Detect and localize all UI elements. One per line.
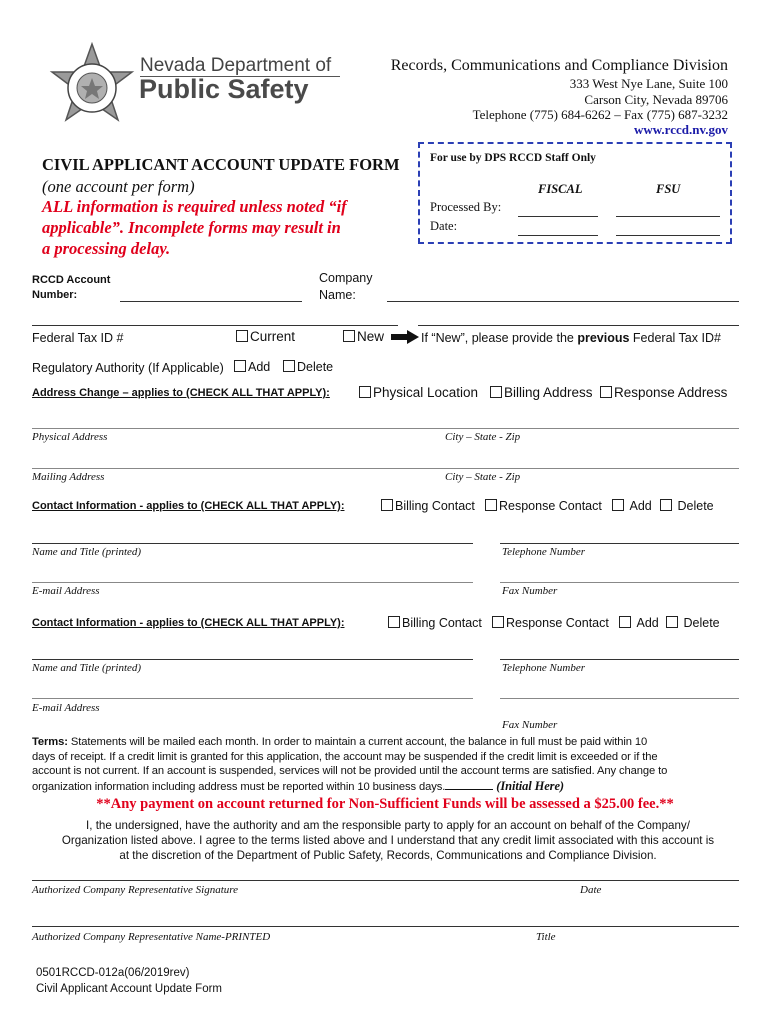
regulatory-delete-checkbox[interactable] xyxy=(283,360,333,374)
federal-tax-id-label: Federal Tax ID # xyxy=(32,331,124,345)
form-warning-line3: a processing delay. xyxy=(42,239,171,258)
right-arrow-icon xyxy=(391,330,419,349)
initial-here-label: (Initial Here) xyxy=(496,778,564,793)
staff-box-processed-by: Processed By: xyxy=(430,200,502,214)
terms-line2: days of receipt. If a credit limit is granted for this application, the account may be suspended if the credit limit is exceeded or if the xyxy=(32,750,658,763)
address-physical-location-checkbox[interactable] xyxy=(359,385,478,400)
tax-current-label: Current xyxy=(250,329,296,344)
address-billing-address-label: Billing Address xyxy=(504,385,593,400)
footer-form-code: 0501RCCD-012a(06/2019rev) xyxy=(36,967,190,979)
contact1-fax-label: Fax Number xyxy=(502,585,558,597)
company-name-label-2: Name: xyxy=(319,288,356,302)
mailing-address-label: Mailing Address xyxy=(32,471,105,483)
logo-text-line1: Nevada Department of xyxy=(140,55,332,76)
contact2-add-label: Add xyxy=(636,616,659,630)
staff-box-heading: For use by DPS RCCD Staff Only xyxy=(430,152,596,164)
form-title: CIVIL APPLICANT ACCOUNT UPDATE FORM xyxy=(42,155,400,174)
physical-address-label: Physical Address xyxy=(32,431,108,443)
initial-field[interactable] xyxy=(445,780,493,790)
contact2-response-checkbox[interactable] xyxy=(492,616,609,630)
company-name-field[interactable] xyxy=(387,301,739,302)
form-warning-line2: applicable”. Incomplete forms may result in xyxy=(42,218,341,237)
contact1-name-title-label: Name and Title (printed) xyxy=(32,546,142,558)
form-subtitle: (one account per form) xyxy=(42,177,195,196)
regulatory-add-label: Add xyxy=(248,360,271,374)
contact2-name-title-label: Name and Title (printed) xyxy=(32,662,142,674)
address-response-address-checkbox[interactable] xyxy=(600,385,727,400)
rccd-account-number-field[interactable] xyxy=(120,301,302,302)
footer-form-name: Civil Applicant Account Update Form xyxy=(36,983,223,995)
contact1-add-checkbox[interactable] xyxy=(612,499,652,513)
physical-city-state-zip-label: City – State - Zip xyxy=(445,431,521,443)
printed-name-field[interactable] xyxy=(32,926,739,927)
contact1-response-checkbox[interactable] xyxy=(485,499,602,513)
tax-current-checkbox[interactable] xyxy=(236,329,295,344)
contact2-email-label: E-mail Address xyxy=(32,702,100,714)
contact2-billing-label: Billing Contact xyxy=(402,616,482,630)
staff-box-col-fsu: FSU xyxy=(656,182,681,196)
staff-box-date: Date: xyxy=(430,219,458,233)
signature-label: Authorized Company Representative Signature xyxy=(32,884,239,896)
rccd-account-label-1: RCCD Account xyxy=(32,274,111,286)
rccd-account-label-2: Number: xyxy=(32,289,78,301)
declaration-line3: at the discretion of the Department of Public Safety, Records, Communications and Compliance Division. xyxy=(119,849,657,862)
staff-box-col-fiscal: FISCAL xyxy=(538,182,583,196)
contact1-telephone-label: Telephone Number xyxy=(502,546,586,558)
printed-name-label: Authorized Company Representative Name-PRINTED xyxy=(32,931,271,943)
terms-block xyxy=(32,735,744,794)
contact1-billing-label: Billing Contact xyxy=(395,499,475,513)
contact1-email-label: E-mail Address xyxy=(32,585,100,597)
contact2-telephone-label: Telephone Number xyxy=(502,662,586,674)
contact1-label: Contact Information - applies to (CHECK ALL THAT APPLY): xyxy=(32,500,345,512)
contact2-fax-label: Fax Number xyxy=(502,719,558,731)
contact2-add-checkbox[interactable] xyxy=(619,616,659,630)
contact1-delete-label: Delete xyxy=(677,499,714,513)
contact2-delete-label: Delete xyxy=(683,616,720,630)
division-phone-fax: Telephone (775) 684-6262 – Fax (775) 687-3232 xyxy=(472,107,728,122)
terms-line3: account is not current. If an account is suspended, services will not be provided until the account terms are satisfied. Any change to xyxy=(32,765,668,778)
contact1-add-label: Add xyxy=(629,499,652,513)
form-warning-line1: ALL information is required unless noted “if xyxy=(42,197,347,216)
mailing-city-state-zip-label: City – State - Zip xyxy=(445,471,521,483)
regulatory-authority-label: Regulatory Authority (If Applicable) xyxy=(32,361,224,375)
division-address1: 333 West Nye Lane, Suite 100 xyxy=(569,76,728,91)
tax-new-note: If “New”, please provide the previous Federal Tax ID# xyxy=(421,331,721,345)
division-name: Records, Communications and Compliance Division xyxy=(390,57,728,74)
tax-new-label: New xyxy=(357,329,385,344)
division-address2: Carson City, Nevada 89706 xyxy=(584,92,728,107)
staff-only-box xyxy=(418,142,732,244)
terms-line4: organization information including address must be reported within 10 business days. (Initial Here) xyxy=(32,778,564,793)
address-response-address-label: Response Address xyxy=(614,385,728,400)
declaration-line1: I, the undersigned, have the authority and am the responsible party to apply for an account on behalf of the Company/ xyxy=(86,819,690,832)
regulatory-delete-label: Delete xyxy=(297,360,334,374)
address-physical-location-label: Physical Location xyxy=(373,385,479,400)
regulatory-add-checkbox[interactable] xyxy=(234,360,270,374)
dps-seal-icon xyxy=(44,42,140,138)
signature-date-label: Date xyxy=(580,884,602,896)
signature-field[interactable] xyxy=(32,880,739,881)
terms-line1: Terms: Statements will be mailed each month. In order to maintain a current account, the balance in full must be paid within 10 xyxy=(32,736,648,748)
contact2-billing-checkbox[interactable] xyxy=(388,616,482,630)
contact1-billing-checkbox[interactable] xyxy=(381,499,475,513)
printed-title-label: Title xyxy=(536,931,556,943)
address-change-label: Address Change – applies to (CHECK ALL THAT APPLY): xyxy=(32,387,330,399)
address-billing-address-checkbox[interactable] xyxy=(490,385,593,400)
company-name-label-1: Company xyxy=(319,271,373,285)
terms-heading: Terms: xyxy=(32,736,68,748)
tax-new-checkbox[interactable] xyxy=(343,329,384,344)
contact2-delete-checkbox[interactable] xyxy=(666,616,720,630)
contact2-response-label: Response Contact xyxy=(506,616,609,630)
declaration-block xyxy=(30,818,746,863)
declaration-line2: Organization listed above. I agree to the terms listed above and I understand that any credit limit associated with this account is xyxy=(61,834,715,847)
contact1-response-label: Response Contact xyxy=(499,499,602,513)
contact2-label: Contact Information - applies to (CHECK ALL THAT APPLY): xyxy=(32,617,345,629)
division-website-link[interactable]: www.rccd.nv.gov xyxy=(633,122,728,137)
nsf-fee-notice: **Any payment on account returned for Non-Sufficient Funds will be assessed a $25.00 fee.** xyxy=(96,796,674,812)
logo-text-line2: Public Safety xyxy=(139,74,309,104)
contact1-delete-checkbox[interactable] xyxy=(660,499,714,513)
